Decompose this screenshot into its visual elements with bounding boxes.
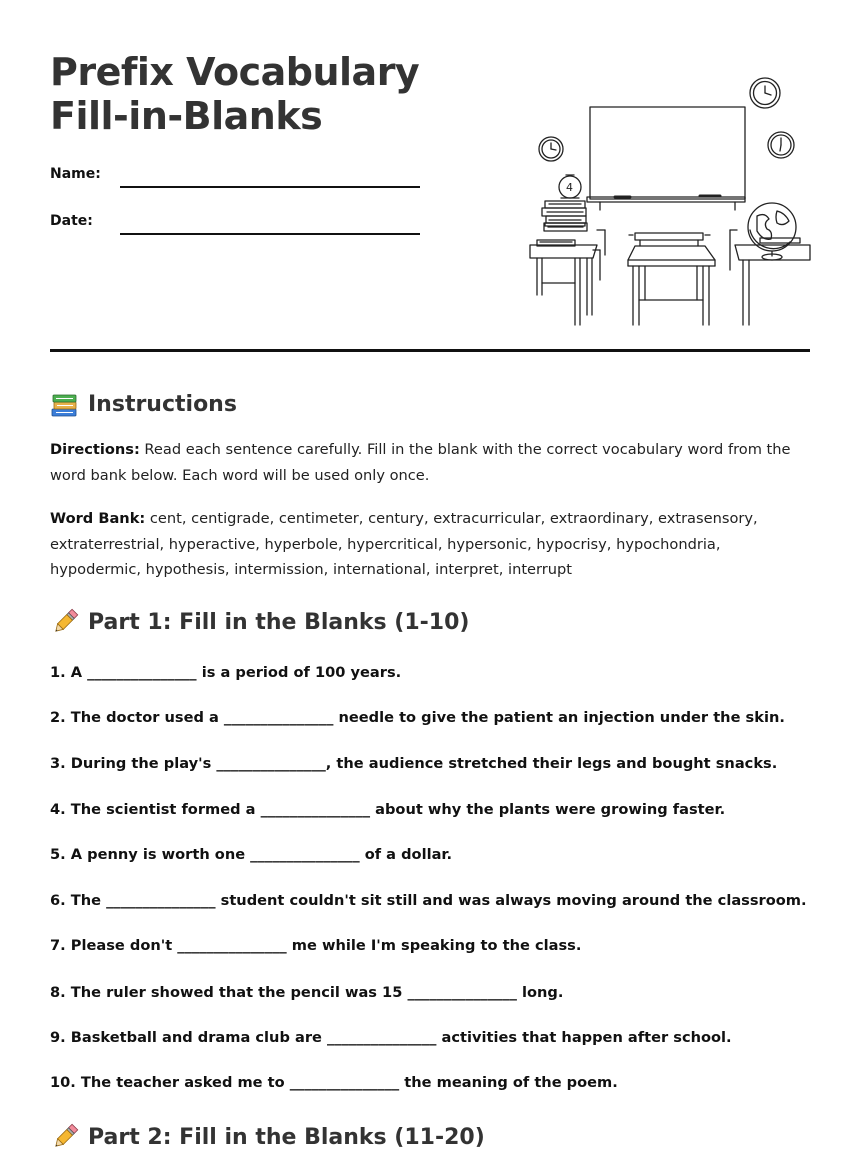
whiteboard-icon <box>587 107 745 210</box>
question-7: 7. Please don't _______________ me while I'm speaking to the class. <box>50 937 582 954</box>
question-3: 3. During the play's _______________, the audience stretched their legs and bought snacks. <box>50 755 778 772</box>
directions-paragraph <box>50 437 810 488</box>
books-icon <box>50 389 80 419</box>
name-field[interactable] <box>120 186 420 188</box>
pencil-icon <box>50 1122 80 1152</box>
question-1: 1. A _______________ is a period of 100 years. <box>50 664 402 681</box>
alarm-clock-icon <box>559 175 581 198</box>
date-label: Date: <box>50 213 93 229</box>
classroom-illustration <box>525 70 815 332</box>
student-desk-icon <box>730 230 810 325</box>
wordbank-paragraph <box>50 506 810 583</box>
question-9: 9. Basketball and drama club are _______________ activities that happen after school. <box>50 1029 732 1046</box>
wordbank-text: cent, centigrade, centimeter, century, extracurricular, extraordinary, extrasensory, extraterrestrial, hyperactive, hyperbole, hypercritical, hypersonic, hypocrisy, hypochondria, hypodermic, hypothesis, intermission, international, interpret, interrupt <box>50 510 758 578</box>
wordbank-label: Word Bank: <box>50 510 146 527</box>
chair-icon <box>629 233 710 246</box>
teacher-desk-icon <box>628 246 715 325</box>
part2-heading-text: Part 2: Fill in the Blanks (11-20) <box>88 1124 485 1150</box>
student-desk-icon <box>530 223 605 325</box>
question-4: 4. The scientist formed a _______________ about why the plants were growing faster. <box>50 801 726 818</box>
date-field[interactable] <box>120 233 420 235</box>
svg-text:4: 4 <box>566 181 573 194</box>
wall-clock-icon <box>750 78 780 108</box>
part2-heading <box>50 1122 485 1152</box>
question-8: 8. The ruler showed that the pencil was 15 _______________ long. <box>50 984 564 1001</box>
instructions-heading <box>50 389 237 419</box>
directions-label: Directions: <box>50 441 140 458</box>
instructions-heading-text: Instructions <box>88 391 237 417</box>
part1-heading-text: Part 1: Fill in the Blanks (1-10) <box>88 609 470 635</box>
directions-text: Read each sentence carefully. Fill in the blank with the correct vocabulary word from the word bank below. Each word will be used only once. <box>50 441 791 484</box>
question-10: 10. The teacher asked me to _______________ the meaning of the poem. <box>50 1074 618 1091</box>
question-5: 5. A penny is worth one _______________ of a dollar. <box>50 846 453 863</box>
page-title: Prefix Vocabulary Fill-in-Blanks <box>50 50 420 138</box>
globe-icon <box>748 203 796 260</box>
wall-clock-icon <box>539 137 563 161</box>
header-divider <box>50 349 810 352</box>
part1-heading <box>50 607 469 637</box>
name-label: Name: <box>50 166 101 182</box>
question-6: 6. The _______________ student couldn't sit still and was always moving around the classroom. <box>50 892 807 909</box>
question-2: 2. The doctor used a _______________ needle to give the patient an injection under the skin. <box>50 709 785 726</box>
pencil-icon <box>50 607 80 637</box>
wall-clock-icon <box>768 132 794 158</box>
